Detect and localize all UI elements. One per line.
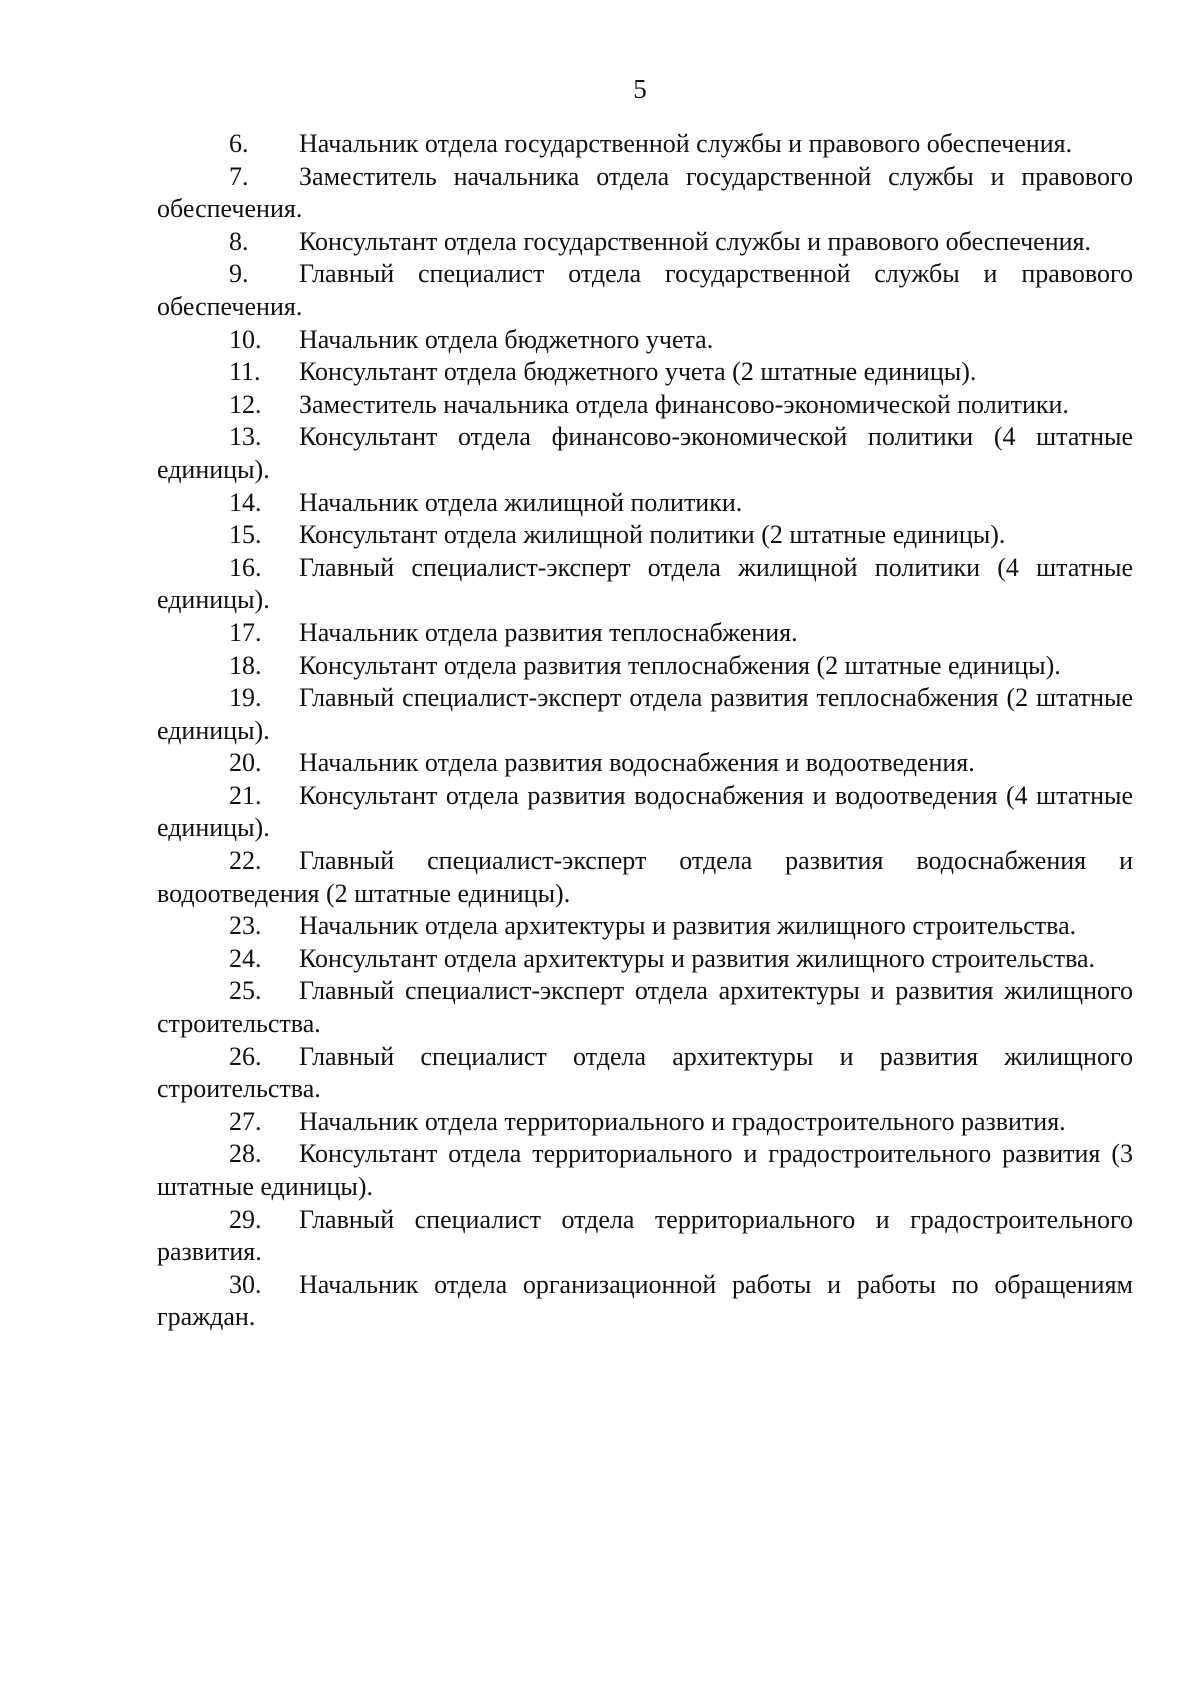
list-item-text: Начальник отдела организационной работы и работы по обращениям граждан. [157,1269,1133,1332]
list-item-text: Консультант отдела бюджетного учета (2 штатные единицы). [299,357,977,387]
list-item [157,226,1133,259]
list-item [157,487,1133,520]
list-item-number: 13. [229,422,262,452]
list-item-text: Начальник отдела развития теплоснабжения. [299,617,798,647]
list-item-text: Консультант отдела развития теплоснабжения (2 штатные единицы). [299,650,1061,680]
list-item-number: 28. [229,1139,262,1169]
list-item [157,258,1133,323]
list-item [157,1204,1133,1269]
list-item-number: 24. [229,943,262,973]
list-item-text: Консультант отдела архитектуры и развития жилищного строительства. [299,943,1096,973]
list-item [157,682,1133,747]
list-item-text: Начальник отдела бюджетного учета. [299,324,714,354]
list-item [157,1041,1133,1106]
list-item-text: Главный специалист-эксперт отдела развития водоснабжения и водоотведения (2 штатные единицы). [157,846,1133,908]
list-item [157,128,1133,161]
list-item-text: Заместитель начальника отдела государственной службы и правового обеспечения. [157,161,1133,224]
list-item-number: 7. [229,161,249,191]
position-list [157,128,1133,1334]
list-item-text: Начальник отдела архитектуры и развития жилищного строительства. [299,911,1077,941]
list-item [157,780,1133,845]
list-item [157,356,1133,389]
list-item-number: 29. [229,1204,262,1234]
list-item [157,845,1133,910]
list-item [157,1106,1133,1139]
list-item-number: 21. [229,780,262,810]
list-item-text: Заместитель начальника отдела финансово-экономической политики. [299,389,1069,419]
list-item-number: 26. [229,1041,262,1071]
list-item [157,747,1133,780]
list-item-number: 20. [229,748,262,778]
list-item-number: 18. [229,650,262,680]
list-item-text: Главный специалист отдела государственной службы и правового обеспечения. [157,259,1133,321]
list-item-text: Главный специалист-эксперт отдела развития теплоснабжения (2 штатные единицы). [157,683,1133,745]
list-item-text: Консультант отдела финансово-экономической политики (4 штатные единицы). [157,422,1133,484]
list-item-number: 12. [229,389,262,419]
list-item-text: Главный специалист-эксперт отдела архитектуры и развития жилищного строительства. [157,976,1133,1039]
list-item-number: 27. [229,1106,262,1136]
list-item [157,650,1133,683]
list-item-number: 15. [229,520,262,550]
list-item-text: Начальник отдела развития водоснабжения и водоотведения. [299,748,975,778]
list-item [157,617,1133,650]
list-item-number: 10. [229,324,262,354]
list-item [157,324,1133,357]
list-item-number: 8. [229,226,249,256]
list-item-text: Главный специалист отдела архитектуры и развития жилищного строительства. [157,1041,1133,1104]
list-item-text: Главный специалист отдела территориального и градостроительного развития. [157,1204,1133,1267]
list-item-text: Консультант отдела развития водоснабжения и водоотведения (4 штатные единицы). [157,780,1133,843]
list-item [157,552,1133,617]
list-item-text: Консультант отдела государственной службы и правового обеспечения. [299,226,1092,256]
list-item-number: 17. [229,617,262,647]
list-item-number: 6. [229,129,249,158]
list-item [157,975,1133,1040]
list-item-text: Главный специалист-эксперт отдела жилищной политики (4 штатные единицы). [157,552,1133,615]
list-item-number: 16. [229,552,262,582]
list-item [157,1138,1133,1203]
list-item [157,421,1133,486]
list-item [157,1269,1133,1334]
list-item-number: 11. [229,357,261,387]
list-item-text: Консультант отдела жилищной политики (2 штатные единицы). [299,520,1006,550]
list-item-text: Начальник отдела жилищной политики. [299,487,743,517]
list-item-number: 22. [229,846,262,876]
list-item [157,519,1133,552]
list-item-text: Начальник отдела территориального и градостроительного развития. [299,1106,1066,1136]
list-item [157,943,1133,976]
list-item-number: 30. [229,1269,262,1299]
list-item-number: 23. [229,911,262,941]
list-item-number: 19. [229,683,262,713]
list-item [157,161,1133,226]
page-number: 5 [633,74,647,104]
list-item-number: 25. [229,976,262,1006]
list-item-text: Консультант отдела территориального и градостроительного развития (3 штатные единицы). [157,1139,1133,1201]
list-item-text: Начальник отдела государственной службы и правового обеспечения. [299,129,1073,158]
list-item-number: 9. [229,259,249,289]
list-item-number: 14. [229,487,262,517]
list-item [157,910,1133,943]
list-item [157,389,1133,422]
